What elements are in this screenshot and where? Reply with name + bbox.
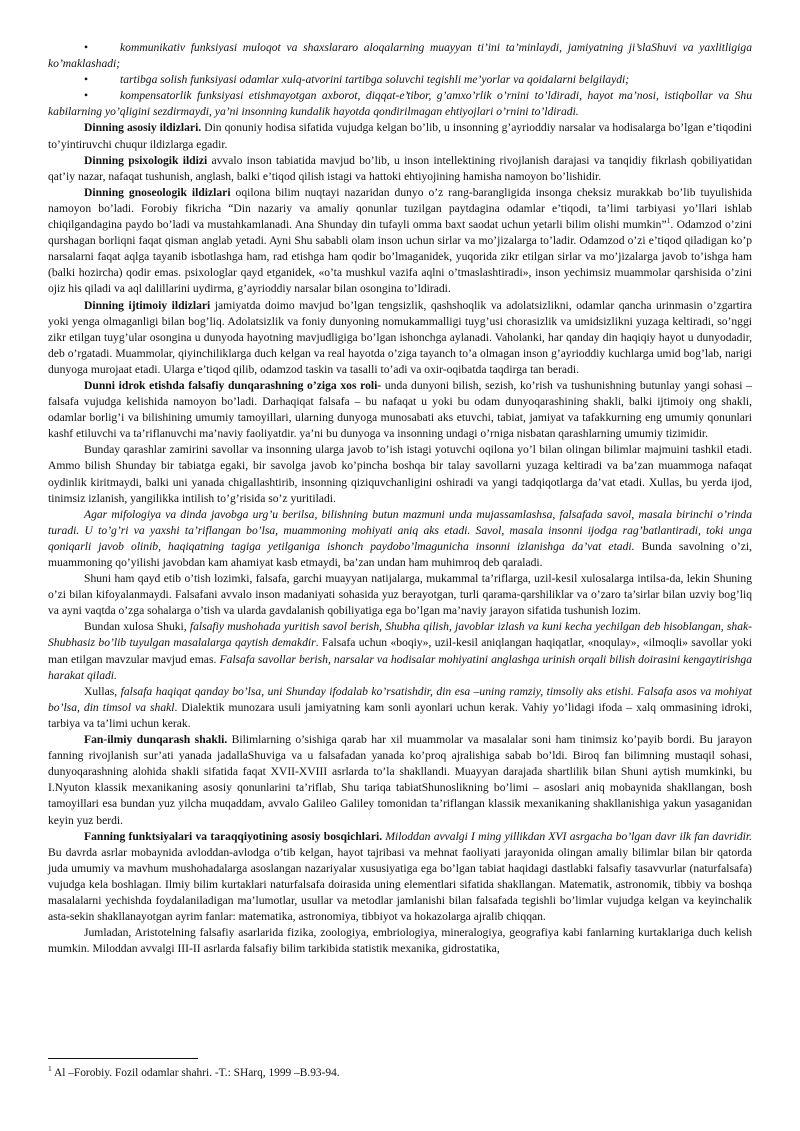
paragraph-philosophy-role	[48, 378, 752, 442]
paragraph-summary	[48, 684, 752, 732]
paragraph-italic-text: Falsafa savollar berish, narsalar va hodisalar mohiyatini anglashga urinish orqali bilish doirasini kengaytirishga harakat qiladi.	[48, 652, 752, 682]
footnote-text: Al –Forobiy. Fozil odamlar shahri. -T.: SHarq, 1999 –B.93-94.	[51, 1067, 340, 1079]
paragraph-text: Bu davrda asrlar mobaynida avloddan-avlodga o’tib kelgan, hayot tajribasi va mehnat faoliyati jarayonida olingan amaliy bilimlar bilan bir qatorda juda umumiy va mavhum mushohadalarga asoslangan nazariyalar xususiyatiga ega bo’lgan tabiat haqidagi dastlabki falsafiy tasavvurlar (naturfalsafa) vujudga kela boshlagan. Ilmiy bilim kurtaklari naturfalsafa doirasida uning elementlari sifatida shakllangan. Matematik, astronomik, tibbiy va boshqa masalalarni yechishda foydalaniladigan ma’lumotlar, usullar va metodlar jamlanishi bilan falsafada tegishli bo’limlar vujudga kelgan va keyinchalik asta-sekin shakllanayotgan ayrim fanlar: matematika, astronomiya, tibbiyot va hokazolarga ajralib chiqqan.	[48, 845, 752, 924]
bullet-item	[48, 88, 752, 120]
paragraph-text: oqilona bilim nuqtayi nazaridan dunyo o’z rang-barangligida insonga cheksiz murakkab bo’lib tuyulishida namoyon bo’ladi. Forobiy fikricha “Din nazariy va amaliy qonunlar tuzilgan paytdagina odamlar e’tiqodi, ta’limi tarbiyasi yo’llari ishlab chiqilgandagina paydo bo’ladi va mustahkamlanadi. Ana Shunday din tufayli omma baxt saodat uchun yetarli bilim olishi mumkin”	[48, 185, 752, 232]
paragraph-text: Jumladan, Aristotelning falsafiy asarlarida fizika, zoologiya, embriologiya, mineralogiya, geografiya kabi fanlarning kurtaklariga duch kelish mumkin. Miloddan avvalgi III-II asrlarda falsafiy bilim tarkibida statistik mexanika, gidrostatika,	[48, 926, 752, 956]
bullet-text: kommunikativ funksiyasi muloqot va shaxslararo aloqalarning muayyan ti’ini ta’minlaydi, jamiyatning ji’slaShuvi va yaxlitligiga ko’maklashadi;	[48, 41, 752, 71]
paragraph-conclusion	[48, 619, 752, 683]
bullet-item	[48, 40, 752, 72]
paragraph-text: Xullas,	[84, 684, 121, 698]
paragraph-views	[48, 442, 752, 506]
footnote	[48, 1066, 752, 1080]
paragraph-text: . Odamzod o’zini qurshagan borliqni faqat qisman anglab yetadi. Ayni Shu sababli olam inson uchun sirlar va mo’jizalarga to’ladir. Odamzod o’zi e’tiqod qiladigan ko’p narsalarni faqat aqlga tayanib isbotlashga ham, rad etishga ham qodir bo’lmaganidek, yuqorida zikr etilgan sirlar va mo’jizalarga javob to’ishga ham (balki hozircha) qodir emas. psixologlar qayd etganidek, «o’ta mushkul vazifa aqlni o’tmaslashtiradi», inson yechimsiz muammolar qarshisida o’zini ojiz his qiladi va aql dalillarini uydirma, g’ayrioddiy narsalar bilan osongina to’ldiradi.	[48, 218, 753, 296]
paragraph-text: Din qonuniy hodisa sifatida vujudga kelgan bo’lib, u insonning g’ayrioddiy narsalar va hodisalarga bo’lgan e’tiqodini to’yintiruvchi chuqur ildizlarga egadir.	[48, 121, 752, 151]
paragraph-italic-text: Miloddan avvalgi I ming yillikdan XVI asrgacha bo’lgan davr ilk fan davridir.	[382, 829, 752, 843]
paragraph-philosophy-process	[48, 571, 752, 619]
paragraph-text: Bunday qarashlar zamirini savollar va insonning ularga javob to’ish istagi yotuvchi oqilona yo’l bilan olingan bilimlar majmuini tashkil etadi. Ammo bilish Shunday bir tabiatga egaki, bir savolga javob ko’pincha boshqa bir talay savollarni yuzaga keltiradi va ba’zan muammoga nafaqat oydinlik kiritmaydi, balki uni yanada chigallashtirib, insonning qiziquvchanligini oshiradi va yangi tadqiqotlarga da’vat etadi. Xullas, bu yerda ijod, tinimsiz izlanish, yangilikka intilish to’g’risida so’z yuritiladi.	[48, 443, 752, 505]
paragraph-religion-roots	[48, 120, 752, 152]
footnote-reference[interactable]: 1	[666, 216, 671, 226]
bullet-item	[48, 72, 752, 88]
paragraph-text: jamiyatda doimo mavjud bo’lgan tengsizlik, qashshoqlik va adolatsizlikni, odamlar qancha urinmasin o’zgartira yoki yenga olmaganligi bilan bog’liq. Adolatsizlik va foniy dunyoning nomukammalligi tuyg’usi chorasizlik va umidsizlikni yuzaga keltiradi, so’nggi zikr etilgan tuyg’ular osongina u dunyoda hayotning mavjudligiga bo’lgan ishonchga aylanadi. Vaholanki, har qanday din haqiqiy hayot u dunyodadir, deb o’rgatadi. Muammolar, qiyinchiliklarga duch kelgan va real hayotda o’ziga tayanch to’a olmagan inson g’ayrioddiy kuchlarga umid bog’lab, narigi dunyoga murojaat etadi. Ularga e’tiqod qilib, odamzod taskin va tasalli to’adi va oxir-oqibatda taqdirga tan beradi.	[48, 298, 752, 376]
paragraph-psychological-root	[48, 153, 752, 185]
heading-gnoseological-roots: Dinning gnoseologik ildizlari	[84, 185, 231, 199]
paragraph-text: . Dialektik munozara usuli jamiyatning kam sonli ayonlari uchun kerak. Vahiy yo’lidagi ifoda – xalq ommasining idroki, tarbiya va ta’limi uchun kerak.	[48, 700, 752, 730]
heading-psychological-root: Dinning psixologik ildizi	[84, 153, 208, 167]
paragraph-text: Bundan xulosa Shuki,	[84, 620, 190, 634]
heading-social-roots: Dinning ijtimoiy ildizlari	[84, 298, 211, 312]
bullet-dot-icon: •	[84, 73, 89, 87]
paragraph-text: Bilimlarning o’sishiga qarab har xil muammolar va masalalar soni ham tinimsiz ko’payib bordi. Bu jarayon fanning rivojlanish sur’ati yanada jadallaShuviga va u falsafadan yanada ko’proq ajralishiga sabab bo’ldi. Biroq fan bilimning mustaqil sohasi, dunyoqarashning alohida shakli sifatida faqat XVII-XVIII asrlarda to’la shakllandi. Muayyan darajada shartlilik bilan Shuni aytish mumkinki, bu I.Nyuton klassik mexanikaning asosiy qonunlarini ta’riflab, Shu tariqa tabiatShunoslikning bo’limi – asoslari aniq mobaynida shakllangan, bosh tamoyillari esa bundan yuz yilcha muqaddam, avvalo Galileo Galiley tomonidan ta’riflangan klassik mexanikaning shakllanishiga yakun yasaganidan keyin yuz berdi.	[48, 733, 752, 827]
heading-science-worldview: Fan-ilmiy dunqarash shakli.	[84, 733, 228, 747]
heading-science-stages: Fanning funktsiyalari va taraqqiyotining asosiy bosqichlari.	[84, 829, 383, 843]
heading-philosophy-role: Dunni idrok etishda falsafiy dunqarashning o’ziga xos roli-	[84, 378, 382, 392]
bullet-text: tartibga solish funksiyasi odamlar xulq-atvorini tartibga soluvchi tegishli me’yorlar va qoidalarni belgilaydi;	[120, 73, 630, 87]
paragraph-italic-text: falsafiy mushohada yuritish savol berish, Shubha qilish, javoblar izlash va kuni kecha yechilgan deb hisoblangan, shak-Shubhasiz bo’lib tuyulgan masalalarga qaytish demakdir	[48, 620, 752, 650]
paragraph-italic-text: falsafa haqiqat qanday bo’lsa, uni Shunday ifodalab ko’rsatishdir, din esa –uning ramziy, timsoliy aks etishi. Falsafa asos va mohiyat bo’lsa, din timsol va shakl	[48, 684, 752, 714]
paragraph-science-stages	[48, 829, 752, 926]
bullet-dot-icon: •	[84, 89, 89, 103]
heading-religion-roots: Dinning asosiy ildizlari.	[84, 121, 202, 135]
paragraph-aristotle	[48, 925, 752, 957]
paragraph-mythology	[48, 507, 752, 571]
document-page	[48, 40, 752, 957]
paragraph-text: Shuni ham qayd etib o’tish lozimki, falsafa, garchi muayyan natijalarga, mukammal ta’riflarga, uzil-kesil xulosalarga intilsa-da, lekin Shuning o’zi bilan kifoyalanmaydi. Falsafani avvalo inson madaniyati sohasida yuz berayotgan, turli qarama-qarshiliklar va o’zaro ta’sirlar bilan uzviy bog’liq va ayni vaqtda o’zga sohalarga o’tish va ularda gavdalanish qobiliyatiga ega bo’lgan ma’naviy jarayon sifatida tushunish lozim.	[48, 572, 752, 618]
footnote-divider	[48, 1058, 198, 1059]
paragraph-social-roots	[48, 298, 752, 378]
paragraph-science-worldview	[48, 732, 752, 829]
paragraph-text: Bunda savolning o’zi, muammoning qo’yilishi javobdan kam ahamiyat kasb etmaydi, ba’zan undan ham muhimroq deb qaraladi.	[48, 539, 752, 569]
paragraph-text: unda dunyoni bilish, sezish, ko’rish va tushunishning butunlay yangi sohasi – falsafa vujudga kelishida namoyon bo’ladi. Darhaqiqat falsafa – bu nafaqat u yoki bu odam dunyoqarashining shakli, balki ijtimoiy ong shakli, odamlar borlig’i va bilishining umumiy tamoyillari, ularning dunyoga munosabati aks etuvchi, tabiat, jamiyat va tafakkurning eng umumiy qonunlari kashf etiluvchi va ta’riflanuvchi ma’naviy faoliyatdir. ya’ni bu dunyoga va insonning undagi o’rniga nisbatan qarashlarning umumiy tizimidir.	[48, 378, 752, 441]
bullet-dot-icon: •	[84, 41, 89, 54]
footnote-mark: 1	[48, 1064, 52, 1074]
paragraph-italic-text: Agar mifologiya va dinda javobga urg’u berilsa, bilishning butun mazmuni unda mujassamlashsa, falsafada savol, masala birinchi o’rinda turadi. U to’g’ri va yaxshi ta’riflangan bo’lsa, muammoning mohiyati aniq aks etadi. Savol, masala insonni ijodga rag’batlantiradi, toki unga qoniqarli javob olinib, haqiqatning tagiga yetilganiga ishonch paydobo’lmagunicha insonni izlanishga da’vat etadi.	[48, 507, 752, 553]
paragraph-text: . Falsafa uchun «boqiy», uzil-kesil aniqlangan haqiqatlar, «noqulay», «ilmoqli» savollar yoki man etilgan mavzular mavjud emas.	[48, 636, 752, 666]
paragraph-gnoseological-roots	[48, 185, 752, 298]
paragraph-text: avvalo inson tabiatida mavjud bo’lib, u inson intellektining rivojlanish darajasi va tanqidiy fikrlash qobiliyatidan qat’iy nazar, nafaqat tushunish, anglash, balki e’tiqod qilish istagi va hattoki ehtiyojining hamisha namoyon bo’lishidir.	[48, 153, 752, 183]
bullet-text: kompensatorlik funksiyasi etishmayotgan axborot, diqqat-e’tibor, g’amxo’rlik o’rnini to’ldiradi, hayot ma’nosi, istiqbollar va Shu kabilarning yo’qligini sezdirmaydi, ya’ni insonning kundalik hayotda qondirilmagan ehtiyojlari o’rnini to’ldiradi.	[48, 89, 752, 119]
